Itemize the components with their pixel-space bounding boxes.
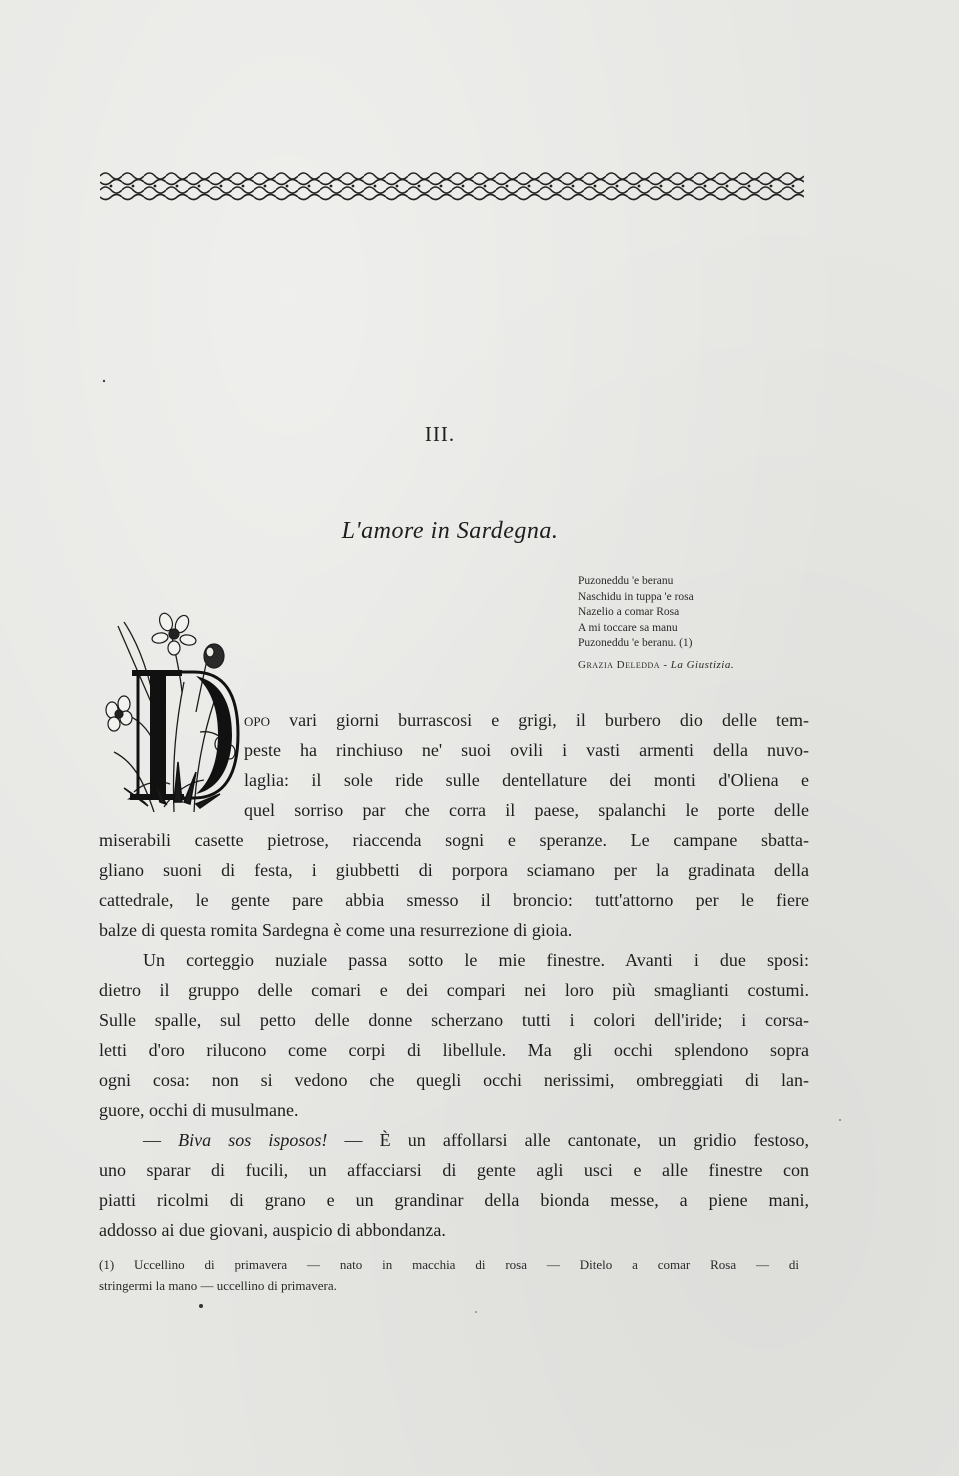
text-line-content: vari giorni burrascosi e grigi, il burbero dio delle tem- — [270, 710, 809, 730]
epigraph-author: Grazia Deledda — [578, 658, 661, 671]
exclamation-italic: Biva sos isposos! — [178, 1130, 328, 1150]
text-line: quel sorriso par che corra il paese, spalanchi le porte delle — [244, 800, 809, 820]
epigraph-line: Puzoneddu 'e beranu — [578, 575, 674, 587]
text-line: piatti ricolmi di grano e un grandinar della bionda messe, a piene mani, — [99, 1190, 809, 1210]
chapter-number: III. — [424, 422, 456, 446]
text-line: Un corteggio nuziale passa sotto le mie finestre. Avanti i due sposi: — [143, 950, 809, 970]
epigraph — [578, 574, 734, 673]
text-line: letti d'oro rilucono come corpi di libellule. Ma gli occhi splendono sopra — [99, 1040, 809, 1060]
text-line: addosso ai due giovani, auspicio di abbondanza. — [99, 1220, 446, 1240]
epigraph-attribution — [578, 658, 734, 674]
flower-left — [106, 696, 132, 731]
epigraph-line: Nazelio a comar Rosa — [578, 606, 680, 618]
text-line: dietro il gruppo delle comari e dei compari nei loro più smaglianti costumi. — [99, 980, 809, 1000]
text-line — [99, 1125, 809, 1155]
text-line: guore, occhi di musulmane. — [99, 1100, 299, 1120]
text-line: balze di questa romita Sardegna è come una resurrezione di gioia. — [99, 920, 573, 940]
text-line: cattedrale, le gente pare abbia smesso il broncio: tutt'attorno per le fiere — [99, 890, 809, 910]
decorated-initial-d — [104, 612, 240, 812]
epigraph-separator: - — [660, 658, 671, 671]
opening-word-rest: opo — [244, 710, 271, 730]
footnote — [99, 1254, 799, 1296]
flower-bud — [204, 644, 224, 668]
text-line: uno sparar di fucili, un affacciarsi di gente agli usci e alle finestre con — [99, 1160, 809, 1180]
chapter-title: L'amore in Sardegna. — [341, 518, 559, 544]
footnote-line: (1) Uccellino di primavera — nato in macchia di rosa — Ditelo a comar Rosa — di — [99, 1257, 799, 1272]
text-line — [244, 705, 809, 735]
text-line: gliano suoni di festa, i giubbetti di porpora sciamano per la gradinata della — [99, 860, 809, 880]
footnote-line: stringermi la mano — uccellino di primavera. — [99, 1278, 337, 1293]
ornamental-divider — [100, 170, 804, 206]
body-text — [99, 825, 809, 1245]
epigraph-work: La Giustizia. — [670, 658, 735, 671]
flower-top — [151, 612, 196, 655]
text-line: Sulle spalle, sul petto delle donne scherzano tutti i colori dell'iride; i corsa- — [99, 1010, 809, 1030]
text-line: miserabili casette pietrose, riaccenda sogni e speranze. Le campane sbatta- — [99, 830, 809, 850]
dash: — — [143, 1130, 179, 1150]
epigraph-line: Naschidu in tuppa 'e rosa — [578, 590, 694, 603]
text-line: ogni cosa: non si vedono che quegli occhi nerissimi, ombreggiati di lan- — [99, 1070, 809, 1090]
epigraph-line: A mi toccare sa manu — [578, 621, 678, 634]
text-line-content: — È un affollarsi alle cantonate, un gridio festoso, — [327, 1130, 809, 1150]
epigraph-line: Puzoneddu 'e beranu. (1) — [578, 637, 693, 649]
paragraph-1-opening — [244, 705, 809, 825]
text-line: peste ha rinchiuso ne' suoi ovili i vasti armenti della nuvo- — [244, 740, 809, 760]
text-line: laglia: il sole ride sulle dentellature dei monti d'Oliena e — [244, 770, 809, 790]
